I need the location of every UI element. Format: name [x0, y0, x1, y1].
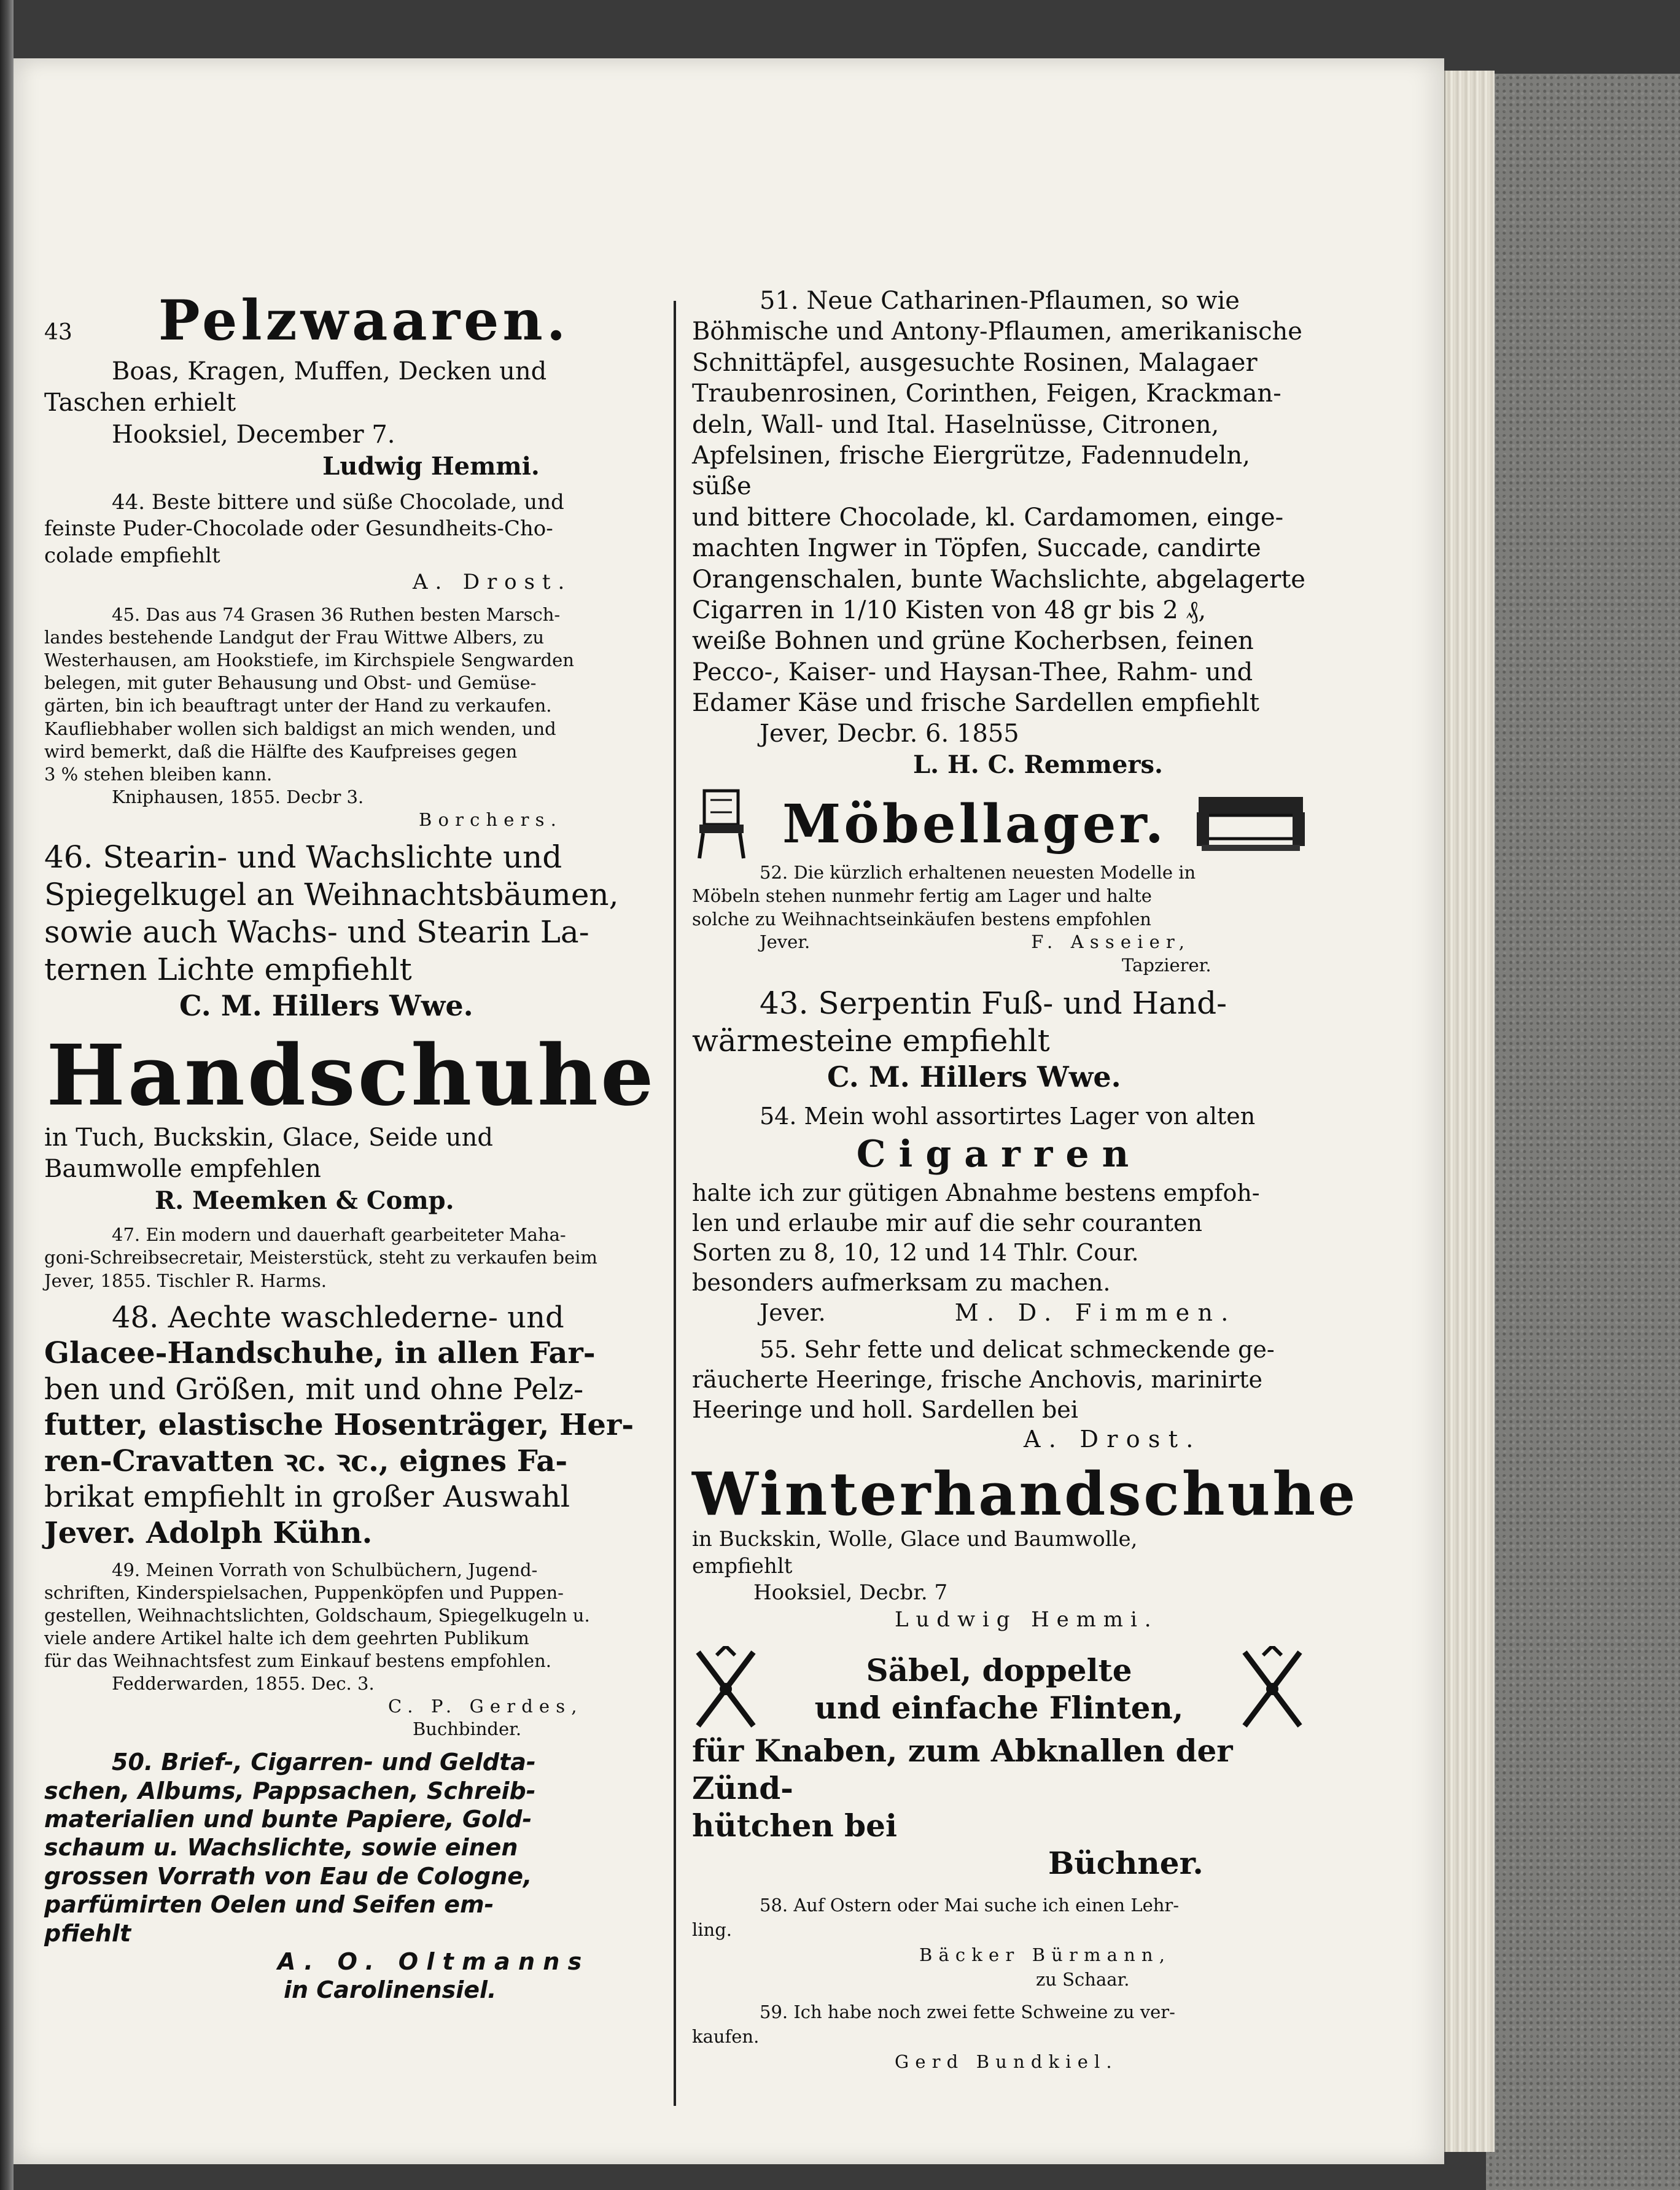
ad-text: ling. [692, 1919, 733, 1941]
ad-signature: Ludwig Hemmi. [895, 1607, 1159, 1632]
ad-headline: Möbellager. [782, 793, 1167, 856]
ad-text: machten Ingwer in Töpfen, Succade, candirte [692, 534, 1261, 563]
ad-55 [692, 1335, 1306, 1454]
ad-text: kaufen. [692, 2026, 760, 2048]
ad-signature: Borchers. [419, 809, 563, 830]
ad-signature: R. Meemken & Comp. [155, 1186, 454, 1216]
ad-text: Taschen erhielt [44, 389, 236, 417]
ad-text: in Tuch, Buckskin, Glace, Seide und [44, 1123, 493, 1152]
ad-signature-place: in Carolinensiel. [284, 1976, 497, 2004]
ad-44 [44, 489, 658, 596]
ad-46 [44, 839, 658, 1023]
ad-text: Glacee-Handschuhe, in allen Far- [44, 1336, 596, 1371]
ad-text: Sorten zu 8, 10, 12 und 14 Thlr. Cour. [692, 1239, 1139, 1267]
ad-signature: Gerd Bundkiel. [895, 2051, 1118, 2073]
ad-text: besonders aufmerksam zu machen. [692, 1269, 1111, 1297]
ad-text: Baumwolle empfehlen [44, 1154, 321, 1183]
ad-text: Apfelsinen, frische Eiergrütze, Fadennudeln, süße [692, 441, 1251, 501]
sofa-icon [1196, 791, 1306, 858]
ad-text: 55. Sehr fette und delicat schmeckende ge- [760, 1336, 1275, 1364]
ad-text: Edamer Käse und frische Sardellen empfiehlt [692, 689, 1259, 718]
crossed-swords-icon [692, 1646, 760, 1732]
ad-signature: F. Asseier, [1031, 931, 1191, 953]
ad-headline: Handschuhe [46, 1027, 656, 1125]
ad-place: Jever, Decbr. 6. 1855 [760, 720, 1019, 748]
ad-place: Fedderwarden, 1855. Dec. 3. [112, 1673, 375, 1695]
ad-text: feinste Puder-Chocolade oder Gesundheits-Cho- [44, 516, 553, 542]
ad-49 [44, 1559, 658, 1741]
ad-text: Möbeln stehen nunmehr fertig am Lager und halte [692, 885, 1152, 906]
ad-place: Jever. [760, 931, 811, 953]
ad-text: 54. Mein wohl assortirtes Lager von alten [760, 1102, 1256, 1130]
ad-51 [692, 285, 1306, 780]
ad-text: gestellen, Weihnachtslichten, Goldschaum, Spiegelkugeln u. [44, 1604, 590, 1626]
ad-59 [692, 2000, 1306, 2075]
right-column [692, 285, 1358, 2082]
ad-text: schriften, Kinderspielsachen, Puppenköpfen und Puppen- [44, 1582, 564, 1603]
ad-role: zu Schaar. [1036, 1969, 1130, 1990]
ad-place: Hooksiel, December 7. [112, 420, 395, 449]
ad-text: solche zu Weihnachtseinkäufen bestens empfohlen [692, 908, 1151, 930]
ad-text: und einfache Flinten, [814, 1689, 1184, 1726]
ad-signature: L. H. C. Remmers. [913, 750, 1163, 779]
ad-45 [44, 604, 658, 831]
ad-text: colade empfiehlt [44, 543, 220, 568]
ad-text: 46. Stearin- und Wachslichte und [44, 839, 562, 876]
ad-headline: Winterhandschuhe [692, 1459, 1358, 1529]
ad-text: Säbel, doppelte [866, 1652, 1132, 1688]
ad-title: Pelzwaaren. [158, 288, 570, 353]
ad-number: 43 [44, 320, 72, 345]
ad-signature: C. M. Hillers Wwe. [827, 1060, 1121, 1093]
ad-handschuhe [44, 1027, 658, 1216]
ad-text: ternen Lichte empfiehlt [44, 952, 412, 988]
ad-text: und bittere Chocolade, kl. Cardamomen, einge- [692, 503, 1284, 532]
ad-saebel [692, 1646, 1306, 1882]
ad-text: weiße Bohnen und grüne Kocherbsen, feinen [692, 627, 1254, 656]
ad-54 [692, 1101, 1306, 1328]
ad-text: 49. Meinen Vorrath von Schulbüchern, Jugend- [112, 1559, 538, 1580]
ad-text: gärten, bin ich beauftragt unter der Hand zu verkaufen. [44, 695, 552, 716]
ad-text: 58. Auf Ostern oder Mai suche ich einen Lehr- [760, 1894, 1180, 1916]
ad-text: 44. Beste bittere und süße Chocolade, und [112, 489, 564, 514]
ad-text: empfiehlt [692, 1553, 793, 1578]
ad-signature: M. D. Fimmen. [954, 1299, 1237, 1326]
ad-text: goni-Schreibsecretair, Meisterstück, steht zu verkaufen beim [44, 1247, 597, 1268]
ad-place: Hooksiel, Decbr. 7 [753, 1580, 948, 1606]
ad-text: viele andere Artikel halte ich dem geehrten Publikum [44, 1627, 529, 1648]
ad-text: parfümirten Oelen und Seifen em- [44, 1891, 494, 1919]
crossed-rifles-icon [1239, 1646, 1306, 1732]
ad-text: Böhmische und Antony-Pflaumen, amerikanische [692, 317, 1302, 346]
ad-text: Boas, Kragen, Muffen, Decken und [112, 357, 547, 386]
ad-text: halte ich zur gütigen Abnahme bestens empfoh- [692, 1179, 1260, 1207]
ad-48 [44, 1300, 658, 1551]
ad-text: Cigarren in 1/10 Kisten von 48 gr bis 2 ₰, [692, 596, 1207, 624]
ad-signature: A. Drost. [413, 570, 572, 595]
scan-background [0, 0, 1680, 58]
ad-text: 43. Serpentin Fuß- und Hand- [760, 985, 1227, 1021]
ad-text: len und erlaube mir auf die sehr couranten [692, 1209, 1202, 1237]
ad-winterhandschuhe [692, 1459, 1358, 1634]
ad-signature: Bäcker Bürmann, [919, 1944, 1172, 1965]
ad-text: 47. Ein modern und dauerhaft gearbeiteter Maha- [112, 1224, 566, 1246]
ad-signature: Jever. Adolph Kühn. [44, 1515, 373, 1550]
ad-text: 48. Aechte waschlederne- und [112, 1300, 564, 1335]
newspaper-page [14, 58, 1444, 2164]
ad-place: Jever. [760, 1299, 826, 1326]
ad-signature: A. O. Oltmanns [278, 1947, 590, 1975]
ad-text: Traubenrosinen, Corinthen, Feigen, Krackman- [692, 379, 1281, 408]
ad-50 [44, 1748, 658, 2004]
ad-text: Schnittäpfel, ausgesuchte Rosinen, Malagaer [692, 348, 1258, 377]
ad-text: 59. Ich habe noch zwei fette Schweine zu ver- [760, 2001, 1175, 2022]
ad-text: wärmesteine empfiehlt [692, 1022, 1050, 1058]
ad-text: Jever, 1855. Tischler R. Harms. [44, 1270, 327, 1291]
ad-text: pfiehlt [44, 1919, 131, 1947]
ad-text: räucherte Heeringe, frische Anchovis, marinirte [692, 1365, 1263, 1393]
ad-text: 52. Die kürzlich erhaltenen neuesten Modelle in [760, 862, 1196, 883]
ad-text: Pecco-, Kaiser- und Haysan-Thee, Rahm- und [692, 658, 1253, 686]
ad-signature: Ludwig Hemmi. [322, 451, 540, 481]
ad-text: hütchen bei [692, 1807, 897, 1844]
ad-signature: C. M. Hillers Wwe. [179, 989, 473, 1023]
ad-signature: A. Drost. [1024, 1426, 1202, 1453]
ad-text: schen, Albums, Pappsachen, Schreib- [44, 1777, 536, 1804]
ad-text: ben und Größen, mit und ohne Pelz- [44, 1372, 584, 1407]
ad-text: ren-Cravatten ꝛc. ꝛc., eignes Fa- [44, 1443, 568, 1478]
ad-text: materialien und bunte Papiere, Gold- [44, 1806, 532, 1833]
ad-text: Spiegelkugel an Weihnachtsbäumen, [44, 877, 619, 913]
binding-edge [0, 0, 14, 2190]
ad-place: Kniphausen, 1855. Decbr 3. [112, 786, 364, 807]
ad-signature: C. P. Gerdes, [388, 1696, 583, 1717]
ad-text: 50. Brief-, Cigarren- und Geldta- [112, 1749, 536, 1776]
ad-headline: Cigarren [856, 1133, 1142, 1176]
ad-text: landes bestehende Landgut der Frau Wittwe Albers, zu [44, 627, 544, 648]
ad-text: schaum u. Wachslichte, sowie einen [44, 1834, 518, 1862]
ad-text: belegen, mit guter Behausung und Obst- und Gemüse- [44, 672, 537, 694]
book-cover [1486, 74, 1680, 2190]
ad-text: sowie auch Wachs- und Stearin La- [44, 914, 589, 950]
ad-text: brikat empfiehlt in großer Auswahl [44, 1480, 570, 1515]
ad-text: deln, Wall- und Ital. Haselnüsse, Citronen, [692, 410, 1219, 439]
ad-text: Orangenschalen, bunte Wachslichte, abgelagerte [692, 565, 1305, 594]
ad-text: futter, elastische Hosenträger, Her- [44, 1408, 634, 1443]
column-divider [674, 301, 676, 2106]
ad-text: Heeringe und holl. Sardellen bei [692, 1396, 1078, 1423]
ad-text: Westerhausen, am Hookstiefe, im Kirchspiele Sengwarden [44, 650, 574, 671]
ad-role: Tapzierer. [1122, 955, 1211, 976]
ad-52 [692, 788, 1306, 977]
ad-text: wird bemerkt, daß die Hälfte des Kaufpreises gegen [44, 740, 518, 762]
page-edges [1444, 71, 1495, 2152]
ad-signature: Büchner. [1048, 1844, 1204, 1881]
ad-58 [692, 1893, 1306, 1992]
ad-text: 3 % stehen bleiben kann. [44, 763, 273, 785]
left-column [44, 285, 658, 2012]
ad-text: Kaufliebhaber wollen sich baldigst an mich wenden, und [44, 718, 556, 739]
ad-text: grossen Vorrath von Eau de Cologne, [44, 1862, 532, 1890]
ad-47 [44, 1224, 658, 1292]
ad-text: für das Weihnachtsfest zum Einkauf bestens empfohlen. [44, 1650, 551, 1671]
ad-role: Buchbinder. [413, 1718, 522, 1740]
ad-text: 51. Neue Catharinen-Pflaumen, so wie [760, 287, 1240, 315]
ad-text: in Buckskin, Wolle, Glace und Baumwolle, [692, 1527, 1138, 1552]
ad-text: für Knaben, zum Abknallen der Zünd- [692, 1732, 1233, 1806]
ad-text: 45. Das aus 74 Grasen 36 Ruthen besten Marsch- [112, 604, 561, 625]
ad-43 [44, 285, 658, 482]
ad-53 [692, 985, 1306, 1094]
chair-icon [692, 788, 753, 861]
